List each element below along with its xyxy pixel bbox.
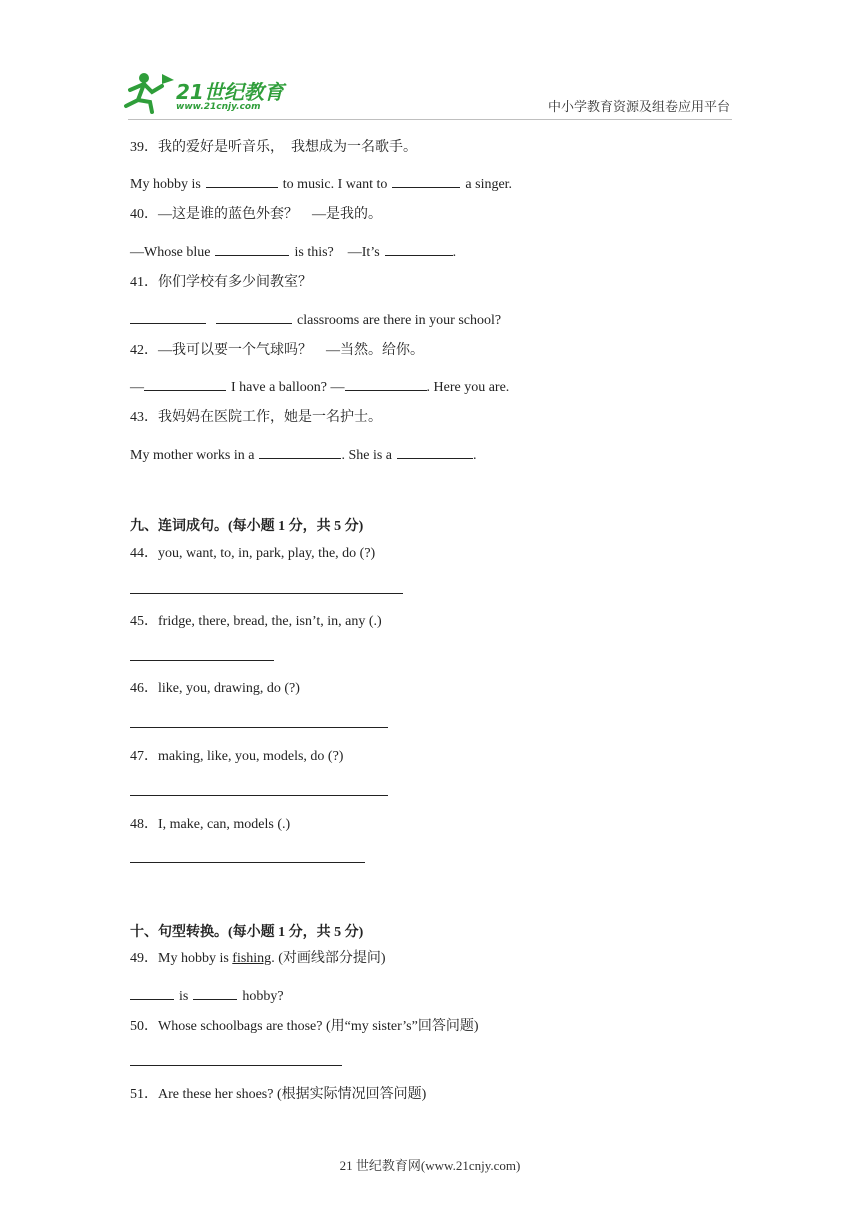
q49-blank-2[interactable]: [193, 985, 237, 1000]
q49-prompt: 49．My hobby is fishing. (对画线部分提问): [130, 951, 386, 966]
q50-answer-line[interactable]: [130, 1065, 342, 1066]
q40-english: —Whose blue is this? —It’s .: [130, 241, 456, 262]
q44-prompt: 44．you, want, to, in, park, play, the, do (?): [130, 546, 376, 561]
q40-blank-2[interactable]: [385, 241, 453, 256]
q40-blank-1[interactable]: [215, 241, 289, 256]
q48-answer-line[interactable]: [130, 862, 365, 863]
q41-blank-2[interactable]: [216, 309, 292, 324]
section-9-title: 九、连词成句。(每小题 1 分，共 5 分): [130, 519, 364, 534]
section-10-title: 十、句型转换。(每小题 1 分，共 5 分): [130, 925, 364, 940]
q42-chinese: 42．—我可以要一个气球吗？ —当然。给你。: [130, 343, 424, 358]
q39-chinese: 39．我的爱好是听音乐， 我想成为一名歌手。: [130, 140, 417, 155]
logo-text: 21世纪教育: [176, 80, 284, 104]
q46-answer-line[interactable]: [130, 727, 388, 728]
q43-chinese: 43．我妈妈在医院工作，她是一名护士。: [130, 410, 382, 425]
q47-answer-line[interactable]: [130, 795, 388, 796]
q49-answer: is hobby?: [130, 985, 284, 1006]
q46-prompt: 46．like, you, drawing, do (?): [130, 681, 300, 696]
q39-blank-2[interactable]: [392, 173, 460, 188]
q39-blank-1[interactable]: [206, 173, 278, 188]
page-footer: 21 世纪教育网(www.21cnjy.com): [339, 1158, 521, 1173]
site-logo: [122, 70, 292, 116]
q42-english: — I have a balloon? — . Here you are.: [130, 376, 509, 397]
q43-english: My mother works in a . She is a .: [130, 444, 477, 465]
q39-english: My hobby is to music. I want to a singer.: [130, 173, 512, 194]
q49-blank-1[interactable]: [130, 985, 174, 1000]
site-name: 中小学教育资源及组卷应用平台: [548, 99, 731, 114]
header-divider: [128, 119, 732, 120]
q49-underlined-word: fishing: [232, 951, 272, 966]
q48-prompt: 48．I, make, can, models (.): [130, 817, 291, 832]
q41-blank-1[interactable]: [130, 309, 206, 324]
q42-blank-1[interactable]: [144, 376, 226, 391]
q45-answer-line[interactable]: [130, 660, 274, 661]
q43-blank-1[interactable]: [259, 444, 341, 459]
q44-answer-line[interactable]: [130, 593, 403, 594]
q41-chinese: 41．你们学校有多少间教室？: [130, 275, 312, 290]
q40-chinese: 40．—这是谁的蓝色外套？ —是我的。: [130, 207, 382, 222]
q45-prompt: 45．fridge, there, bread, the, isn’t, in, any (.): [130, 614, 382, 629]
q41-english: classrooms are there in your school?: [130, 309, 501, 330]
q51-prompt: 51．Are these her shoes? (根据实际情况回答问题): [130, 1087, 427, 1102]
q43-blank-2[interactable]: [397, 444, 473, 459]
q47-prompt: 47．making, like, you, models, do (?): [130, 749, 344, 764]
logo-url: www.21cnjy.com: [176, 102, 261, 112]
q42-blank-2[interactable]: [345, 376, 427, 391]
q50-prompt: 50．Whose schoolbags are those? (用“my sister’s”回答问题): [130, 1019, 479, 1034]
